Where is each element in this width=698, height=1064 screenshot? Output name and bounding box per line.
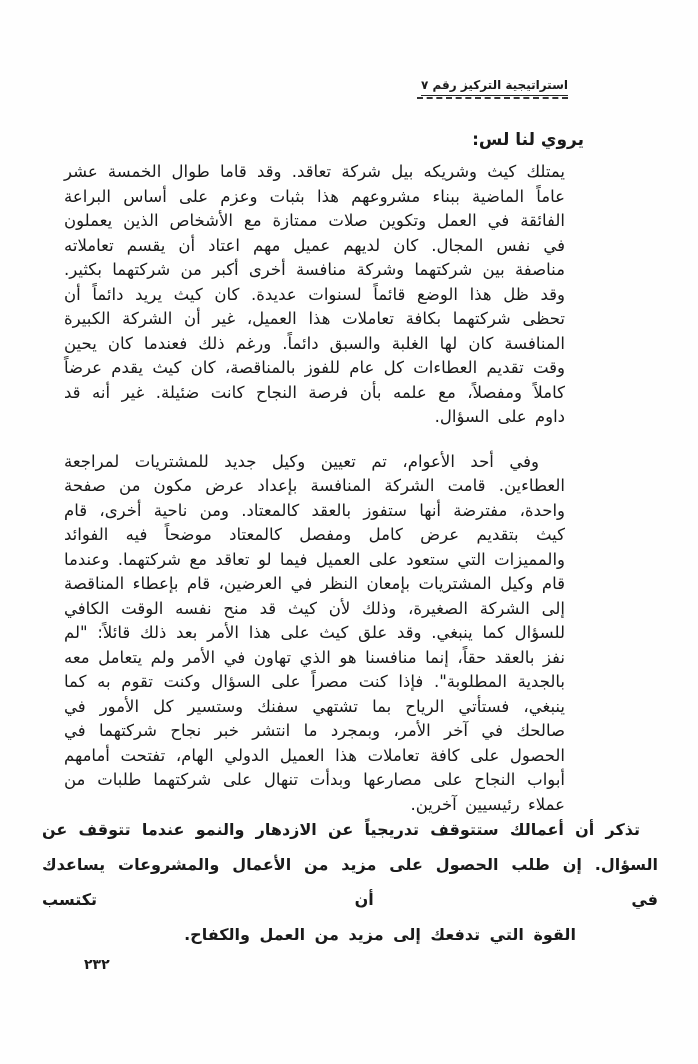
closing-paragraph-last-line: القوة التي تدفعك إلى مزيد من العمل والكفاح. [184, 925, 576, 944]
closing-paragraph [42, 812, 658, 952]
running-head: استراتيجية التركيز رقم ٧ [421, 78, 568, 96]
body-text [64, 160, 565, 817]
page-number: ٢٣٢ [84, 957, 110, 973]
body-paragraph-2: وفي أحد الأعوام، تم تعيين وكيل جديد للمشتريات لمراجعة العطاءين. قامت الشركة المنافسة بإعداد عرض مكون من صفحة واحدة، مفترضة أنها ستفوز بالعقد كالمعتاد. ومن ناحية أخرى، قام كيث بتقديم عرض كامل ومفصل كالمعتاد موضحاً فيه الفوائد والمميزات التي ستعود على العميل فيما لو تعاقد مع شركتهما. وعندما قام وكيل المشتريات بإمعان النظر في العرضين، قام بإعطاء المناقصة إلى الشركة الصغيرة، وذلك لأن كيث قد منح نفسه الوقت الكافي للسؤال كما ينبغي. وقد علق كيث على هذا الأمر بعد ذلك قائلاً: "لم نفز بالعقد حقاً، إنما منافسنا هو الذي تهاون في الأمر ولم يتعامل معه بالجدية المطلوبة". فإذا كنت مصراً على السؤال وكنت تقوم به كما ينبغي، فستأتي الرياح بما تشتهي سفنك وستسير كل الأمور في صالحك في آخر الأمر، وبمجرد ما انتشر خبر نجاح شركتهما في الحصول على كافة تعاملات هذا العميل الدولي الهام، تفتحت أمامهم أبواب النجاح على مصارعها وبدأت تنهال على شركتهما طلبات من عملاء رئيسيين آخرين. [64, 451, 565, 814]
closing-paragraph-body: تذكر أن أعمالك ستتوقف تدريجياً عن الازدهار والنمو عندما تتوقف عن السؤال. إن طلب الحصول على مزيد من الأعمال والمشروعات يساعدك في أن تكتسب [42, 820, 658, 909]
byline: يروي لنا لس: [472, 130, 584, 150]
body-paragraph-1: يمتلك كيث وشريكه بيل شركة تعاقد. وقد قاما طوال الخمسة عشر عاماً الماضية ببناء مشروعهم هذا بثبات وعزم على أساس البراعة الفائقة في العمل وتكوين صلات ممتازة مع الأشخاص الذين يعملون في نفس المجال. كان لديهم عميل مهم اعتاد أن يقسم تعاملاته مناصفة بين شركتهما وشركة منافسة أخرى أكبر من شركتهما بكثير. وقد ظل هذا الوضع قائماً لسنوات عديدة. كان كيث يريد دائماً أن تحظى شركتهما بكافة تعاملات هذا العميل، غير أن الشركة الكبيرة المنافسة كان لها الغلبة والسبق دائماً. ورغم ذلك فعندما كان يحين وقت تقديم العطاءات كل عام للفوز بالمناقصة، كان كيث يقدم عرضاً كاملاً ومفصلاً، مع علمه بأن فرصة النجاح كانت ضئيلة. غير أنه قد داوم على السؤال. [64, 162, 565, 426]
